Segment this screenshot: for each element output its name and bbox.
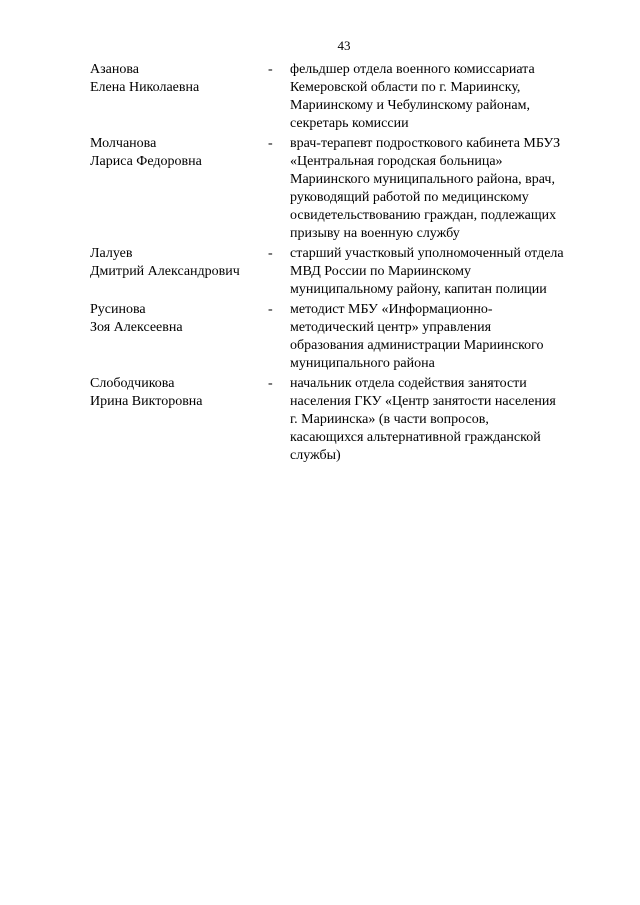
- member-surname: Азанова: [90, 62, 139, 77]
- member-separator: -: [268, 136, 273, 151]
- role-line: муниципальному району, капитан полиции: [290, 282, 547, 297]
- role-line: фельдшер отдела военного комиссариата: [290, 62, 535, 77]
- role-line: старший участковый уполномоченный отдела: [290, 246, 564, 261]
- member-entry: [90, 61, 610, 133]
- role-line: Мариинскому и Чебулинскому районам,: [290, 98, 530, 113]
- member-name: [90, 135, 268, 171]
- member-surname: Молчанова: [90, 136, 157, 151]
- member-given-names: Ирина Викторовна: [90, 394, 203, 409]
- member-name: [90, 61, 268, 97]
- role-line: освидетельствованию граждан, подлежащих: [290, 208, 557, 223]
- role-line: врач-терапевт подросткового кабинета МБУЗ: [290, 136, 561, 151]
- role-line: «Центральная городская больница»: [290, 154, 503, 169]
- member-role: [290, 135, 600, 243]
- role-line: методический центр» управления: [290, 320, 492, 335]
- role-line: методист МБУ «Информационно-: [290, 302, 493, 317]
- member-role: [290, 301, 600, 373]
- role-line: касающихся альтернативной гражданской: [290, 430, 541, 445]
- member-name: [90, 301, 268, 337]
- member-role: [290, 375, 600, 465]
- member-given-names: Зоя Алексеевна: [90, 320, 183, 335]
- role-line: МВД России по Мариинскому: [290, 264, 472, 279]
- member-surname: Лалуев: [90, 246, 133, 261]
- member-entry: [90, 375, 610, 465]
- member-given-names: Дмитрий Александрович: [90, 264, 240, 279]
- member-entry: [90, 135, 610, 243]
- role-line: начальник отдела содействия занятости: [290, 376, 527, 391]
- role-line: службы): [290, 448, 341, 463]
- role-line: призыву на военную службу: [290, 226, 460, 241]
- role-line: образования администрации Мариинского: [290, 338, 544, 353]
- member-given-names: Лариса Федоровна: [90, 154, 202, 169]
- member-given-names: Елена Николаевна: [90, 80, 200, 95]
- role-line: секретарь комиссии: [290, 116, 409, 131]
- member-entry: [90, 301, 610, 373]
- page-number: 43: [337, 38, 351, 53]
- role-line: Кемеровской области по г. Мариинску,: [290, 80, 521, 95]
- member-name: [90, 375, 268, 411]
- member-role: [290, 245, 600, 299]
- commission-member-list: [90, 61, 610, 467]
- role-line: муниципального района: [290, 356, 435, 371]
- member-surname: Слободчикова: [90, 376, 175, 391]
- member-separator: -: [268, 302, 273, 317]
- role-line: Мариинского муниципального района, врач,: [290, 172, 555, 187]
- member-separator: -: [268, 246, 273, 261]
- role-line: населения ГКУ «Центр занятости населения: [290, 394, 556, 409]
- member-role: [290, 61, 600, 133]
- member-name: [90, 245, 268, 281]
- member-entry: [90, 245, 610, 299]
- role-line: руководящий работой по медицинскому: [290, 190, 529, 205]
- member-surname: Русинова: [90, 302, 146, 317]
- member-separator: -: [268, 376, 273, 391]
- role-line: г. Мариинска» (в части вопросов,: [290, 412, 489, 427]
- member-separator: -: [268, 62, 273, 77]
